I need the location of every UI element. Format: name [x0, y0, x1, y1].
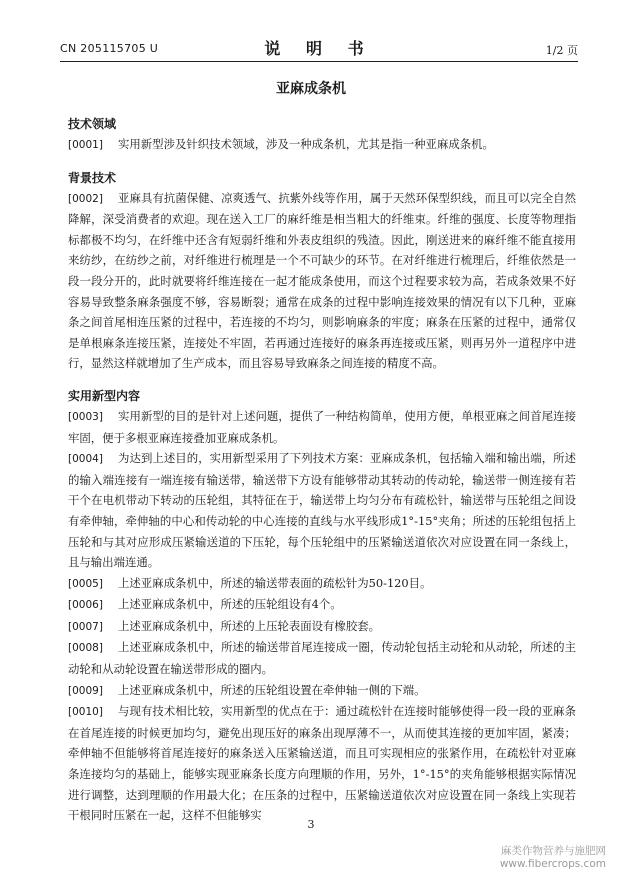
paragraph-number: [0004] [68, 453, 103, 466]
paragraph [68, 573, 576, 595]
paragraph-text: 上述亚麻成条机中，所述的压轮组设置在牵伸轴一侧的下端。 [118, 682, 426, 697]
paragraph-text: 上述亚麻成条机中，所述的上压轮表面设有橡胶套。 [118, 618, 380, 633]
paragraph [68, 134, 576, 156]
watermark-line1: 麻类作物营养与施肥网 [501, 845, 606, 857]
paragraph-number: [0006] [68, 599, 103, 612]
page-number: 3 [307, 818, 315, 831]
paragraph-text: 亚麻具有抗菌保健、凉爽透气、抗紫外线等作用，属于天然环保型织线，而且可以完全自然降解，深受消费者的欢迎。现在送入工厂的麻纤维是相当粗大的纤维束。纤维的强度、长度等物理指标都极不均匀，在纤维中还含有短弱纤维和外表皮组织的残渣。因此，刚送进来的麻纤维不能直接用来纺纱，在纺纱之前，对纤维进行梳理是一个不可缺少的环节。在对纤维进行梳理后，纤维依然是一段一段分开的，此时就要将纤维连接在一起才能成条使用，而这个过程要求较为高，若成条效果不好容易导致整条麻条强度不够，容易断裂；通常在成条的过程中影响连接效果的情况有以下几种，亚麻条之间首尾相连压紧的过程中，若连接的不均匀，则影响麻条的牢度；麻条在压紧的过程中，通常仅是单根麻条连接压紧，连接处不牢固，若再通过连接好的麻条再连接或压紧，则再另外一道程序中进行，显然这样就增加了生产成本，而且容易导致麻条之间连接的精度不高。 [68, 190, 576, 371]
paragraph-number: [0009] [68, 684, 103, 697]
section-heading: 技术领域 [68, 117, 117, 131]
paragraph [68, 448, 576, 573]
paragraph-number: [0003] [68, 410, 103, 423]
paragraph [68, 680, 576, 702]
watermark [500, 845, 606, 871]
paragraph-text: 为达到上述目的，实用新型采用了下列技术方案：亚麻成条机，包括输入端和输出端，所述的输入端连接有一端连接有输送带，输送带下方设有能够带动其转动的传动轮，输送带一侧连接有若干个在电机带动下转动的压轮组，其特征在于，输送带上均匀分布有疏松针，输送带与压轮组之间设有牵伸轴，牵伸轴的中心和传动轮的中心连接的直线与水平线形成1°-15°夹角；所述的压轮组包括上压轮和与其对应形成压紧输送道的下压轮，每个压轮组中的压紧输送道依次对应设置在同一条线上，且与输出端连通。 [68, 451, 576, 570]
header-title: 说 明 书 [264, 39, 374, 58]
header-rule [60, 61, 578, 62]
watermark-url: www.fibercrops.com [499, 858, 606, 870]
paragraph-number: [0005] [68, 577, 103, 590]
paragraph [68, 637, 576, 679]
paragraph-number: [0010] [68, 706, 103, 719]
paragraph-number: [0001] [68, 139, 103, 151]
document-title: 亚麻成条机 [276, 81, 346, 97]
paragraph-number: [0008] [68, 642, 103, 655]
paragraph-text: 上述亚麻成条机中，所述的压轮组设有4个。 [118, 597, 342, 612]
paragraph [68, 406, 576, 448]
page-header [60, 36, 578, 58]
header-page-indicator: 1/2 页 [545, 44, 578, 57]
section-heading: 背景技术 [68, 170, 117, 185]
section-heading: 实用新型内容 [68, 388, 141, 403]
paragraph [68, 188, 576, 374]
document-body [68, 114, 576, 826]
paragraph-text: 上述亚麻成条机中，所述的输送带首尾连接成一圈，传动轮包括主动轮和从动轮，所述的主动轮和从动轮设置在输送带形成的圈内。 [68, 640, 576, 677]
paragraph-number: [0002] [68, 192, 103, 205]
paragraph-text: 实用新型涉及针织技术领域，涉及一种成条机，尤其是指一种亚麻成条机。 [118, 137, 494, 151]
paragraph [68, 616, 576, 638]
paragraph-text: 与现有技术相比较，实用新型的优点在于：通过疏松针在连接时能够使得一段一段的亚麻条在首尾连接的时候更加均匀，避免出现压好的麻条出现厚薄不一，从而使其连接的更加牢固，紧凑；牵伸轴不但能够将首尾连接好的麻条送入压紧输送道，而且可实现相应的张紧作用，在疏松针对亚麻条连接均匀的基础上，能够实现亚麻条长度方向理顺的作用，另外，1°-15°的夹角能够根据实际情况进行调整，达到理顺的作用最大化；在压条的过程中，压紧输送道依次对应设置在同一条线上实现若干根同时压紧在一起，这样不但能够实 [68, 704, 576, 823]
paragraph [68, 594, 576, 616]
paragraph-text: 上述亚麻成条机中，所述的输送带表面的疏松针为50-120目。 [118, 575, 432, 590]
paragraph-number: [0007] [68, 620, 103, 633]
paragraph [68, 701, 576, 826]
patent-number: CN 205115705 U [60, 42, 159, 55]
paragraph-text: 实用新型的目的是针对上述问题，提供了一种结构简单，使用方便，单根亚麻之间首尾连接牢固，便于多根亚麻连接叠加亚麻成条机。 [68, 408, 576, 445]
